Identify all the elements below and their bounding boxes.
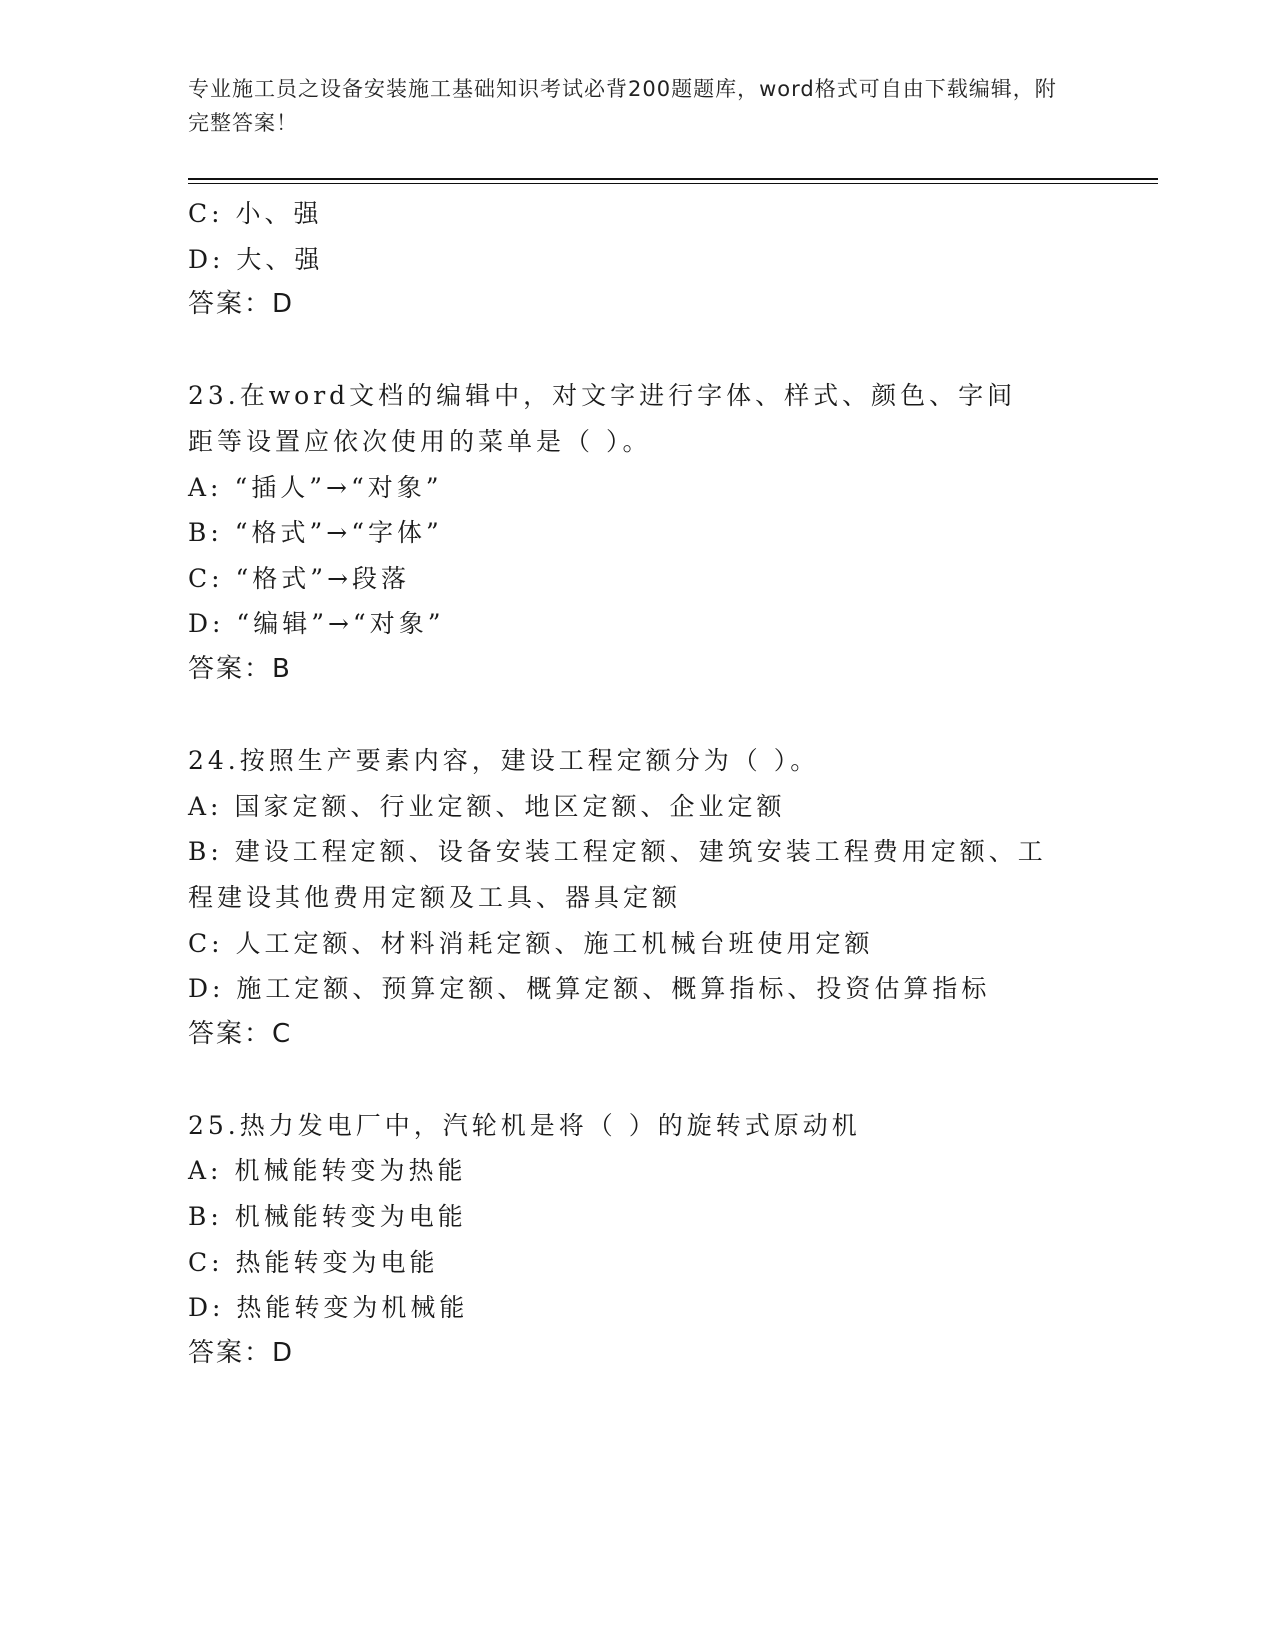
option-letter: C: — [188, 928, 224, 958]
option-b — [188, 829, 1058, 920]
option-letter: A: — [188, 1156, 223, 1186]
question-stem: 25.热力发电厂中，汽轮机是将（ ）的旋转式原动机 — [188, 1110, 861, 1140]
document-body — [188, 191, 1088, 1376]
option-d — [188, 1285, 1088, 1331]
prev-question — [188, 191, 1088, 328]
option-text: 大、强 — [236, 244, 324, 274]
spacer — [188, 328, 1088, 374]
option-c — [188, 921, 1088, 967]
option-letter: B: — [188, 518, 223, 548]
option-d — [188, 601, 1088, 647]
option-letter: B: — [188, 1202, 223, 1232]
option-a — [188, 1148, 1088, 1194]
option-c — [188, 556, 1088, 602]
option-text: 施工定额、预算定额、概算定额、概算指标、投资估算指标 — [236, 974, 991, 1004]
answer-line: 答案：B — [188, 653, 292, 684]
option-text: 建设工程定额、设备安装工程定额、建筑安装工程费用定额、工程建设其他费用定额及工具、器具定额 — [188, 837, 1047, 912]
option-letter: C: — [188, 199, 224, 228]
option-text: 小、强 — [235, 199, 323, 228]
option-b — [188, 510, 1088, 556]
option-letter: A: — [188, 472, 223, 502]
option-d — [188, 237, 1088, 283]
option-letter: B: — [188, 837, 223, 867]
option-a — [188, 465, 1088, 511]
header-divider-thick — [188, 178, 1158, 180]
option-a — [188, 784, 1088, 830]
answer-line: 答案：C — [188, 1018, 293, 1049]
header-divider-thin — [188, 183, 1158, 184]
option-letter: D: — [188, 1293, 225, 1323]
option-letter: C: — [188, 563, 224, 593]
question-24 — [188, 738, 1088, 1057]
option-text: “格式”→段落 — [235, 563, 411, 593]
answer-line: 答案：D — [188, 1337, 295, 1368]
option-text: 机械能转变为热能 — [234, 1156, 467, 1186]
option-letter: A: — [188, 791, 223, 821]
option-text: “格式”→“字体” — [234, 518, 443, 548]
document-header: 专业施工员之设备安装施工基础知识考试必背200题题库，word格式可自由下载编辑，附完整答案！ — [188, 77, 1057, 135]
option-text: “插人”→“对象” — [234, 472, 443, 502]
question-stem: 23.在word文档的编辑中，对文字进行字体、样式、颜色、字间距等设置应依次使用的菜单是（ ）。 — [188, 381, 1017, 456]
option-c — [188, 191, 1088, 237]
option-text: “编辑”→“对象” — [236, 609, 445, 639]
option-letter: D: — [188, 244, 225, 274]
option-text: 热能转变为电能 — [235, 1247, 439, 1277]
option-text: 机械能转变为电能 — [234, 1202, 467, 1232]
question-25 — [188, 1103, 1088, 1377]
option-letter: D: — [188, 609, 225, 639]
option-c — [188, 1240, 1088, 1286]
answer-line: 答案：D — [188, 289, 295, 320]
option-text: 国家定额、行业定额、地区定额、企业定额 — [234, 791, 786, 821]
option-letter: C: — [188, 1247, 224, 1277]
option-letter: D: — [188, 974, 225, 1004]
option-b — [188, 1194, 1088, 1240]
option-d — [188, 966, 1088, 1012]
spacer — [188, 693, 1088, 739]
option-text: 人工定额、材料消耗定额、施工机械台班使用定额 — [235, 928, 874, 958]
spacer — [188, 1057, 1088, 1103]
question-stem: 24.按照生产要素内容，建设工程定额分为（ ）。 — [188, 746, 820, 776]
question-23 — [188, 373, 1088, 692]
option-text: 热能转变为机械能 — [236, 1293, 469, 1323]
